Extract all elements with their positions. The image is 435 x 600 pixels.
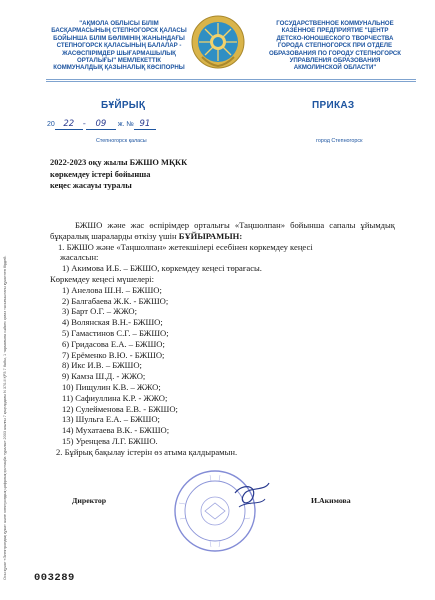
list-item: 12) Сулейменова Е.В. - БЖШО; [62, 403, 178, 414]
date-month: 09 [95, 119, 107, 129]
header-right-line: ГОСУДАРСТВЕННОЕ КОММУНАЛЬНОЕ [276, 20, 394, 27]
list-item: 2) Балгабаева Ж.К. - БЖШО; [62, 295, 169, 306]
date-separator: - [82, 119, 86, 129]
header-right-line: ГОРОДА СТЕПНОГОРСК ПРИ ОТДЕЛЕ [277, 42, 393, 50]
item-1: 1. БЖШО және «Таңшолпан» жетекшілері есебінен көркемдеу кеңесі [58, 241, 313, 252]
header-divider [46, 79, 416, 80]
date-day: 22 [63, 119, 75, 129]
header-left-line: СТЕПНОГОРСК ҚАЛАСЫНЫҢ БАЛАЛАР - [56, 42, 182, 50]
city-ru: город Степногорск [316, 138, 363, 144]
header-left-line: БОЙЫНША БІЛІМ БӨЛІМІНІҢ ЖАНЫНДАҒЫ [53, 34, 185, 42]
number-prefix: № [126, 121, 134, 128]
list-item: 3) Барт О.Г. – ЖЖО; [62, 306, 138, 317]
list-item: 6) Гридасова Е.А. – БЖШО; [62, 338, 165, 349]
list-item: 14) Мухатаева В.К. - БЖШО; [62, 425, 170, 436]
document-title [50, 157, 187, 192]
signature-title: Директор [72, 496, 107, 505]
list-item: 7) Ерёменко В.Ю. - БЖШО; [62, 349, 165, 360]
order-title-ru: ПРИКАЗ [312, 100, 355, 111]
list-item: 15) Уренцева Л.Г. БЖШО. [62, 435, 158, 446]
city-kz: Степногорск қаласы [96, 138, 147, 144]
header-right-line: ДЕТСКО-ЮНОШЕСКОГО ТВОРЧЕСТВА [276, 34, 394, 42]
intro-text: БЖШО және жас өспірімдер орталығы «Таңшолпан» бойынша сапалы ұйымдық бұқаралық шараларды өткізу үшін [50, 220, 395, 241]
header-left-line: ОРТАЛЫҒЫ" МЕМЛЕКЕТТІК [77, 57, 161, 65]
list-item: 1) Анелова Ш.Н. – БЖШО; [62, 284, 162, 295]
serial-number: 003289 [34, 572, 75, 584]
header-left-line: КОММУНАЛДЫҚ ҚАЗЫНАЛЫҚ КӘСІПОРНЫ [53, 64, 185, 72]
date-prefix: 20 [47, 121, 55, 128]
document-body [50, 220, 395, 458]
order-date-number [47, 119, 156, 130]
header-right-line: УПРАВЛЕНИЯ ОБРАЗОВАНИЯ [289, 57, 381, 65]
signature-name: И.Акимова [311, 496, 351, 505]
header-left-line: "АҚМОЛА ОБЛЫСЫ БІЛІМ [79, 20, 159, 27]
title-line: 2022-2023 оқу жылы БЖШО МҚКК [50, 158, 188, 167]
list-item: 8) Икс И.В. – БЖШО; [62, 360, 142, 371]
list-item: 4) Волянская В.Н.- БЖШО; [62, 317, 163, 328]
header-left-line: БАСҚАРМАСЫНЫҢ СТЕПНОГОРСК ҚАЛАСЫ [51, 27, 187, 35]
header-left-org-name [48, 20, 190, 72]
list-item: 13) Шульга Е.А. – БЖШО; [62, 414, 160, 425]
side-legal-text: Осы құжат «Электрондық құжат және электрондық цифрлық қолтаңба туралы» 2003 жылғы 7 қаңтардағы N 370-II ҚРЗ 7 бабы, 1 тармағына сәйкес қағаз тасығыштағы құжатпен бірдей. [3, 255, 7, 580]
members-list [50, 285, 395, 447]
order-title-kz: БҰЙРЫҚ [101, 100, 146, 111]
header-right-line: АКМОЛИНСКОЙ ОБЛАСТИ" [293, 64, 377, 72]
order-word: БҰЙЫРАМЫН [178, 230, 240, 241]
header-left-line: ЖАСӨСПІРІМДЕР ШЫҒАРМАШЫЛЫҚ [62, 49, 176, 57]
official-stamp-icon [165, 463, 275, 559]
date-year-suffix: ж. [117, 121, 125, 128]
header-right-org-name [264, 20, 406, 72]
list-item: 5) Гамастинов С.Г. – БЖШО; [62, 327, 169, 338]
header-right-line: ОБРАЗОВАНИЯ ПО ГОРОДУ СТЕПНОГОРСК [268, 49, 402, 57]
list-item: 10) Пищулин К.В. – ЖЖО; [62, 381, 161, 392]
item-2: 2. Бұйрық бақылау істерін өз атыма қалдырамын. [56, 446, 238, 457]
order-number: 91 [139, 119, 151, 129]
intro-paragraph: БЖШО және жас өспірімдер орталығы «Таңшолпан» бойынша сапалы ұйымдық бұқаралық шараларды өткізу үшін БҰЙЫРАМЫН: [50, 220, 395, 241]
header-divider [46, 81, 416, 82]
title-line: көркемдеу істері бойынша [50, 169, 151, 179]
title-line: кеңес жасауы туралы [50, 181, 132, 190]
members-label: Көркемдеу кеңесі мүшелері: [50, 273, 155, 284]
item-1-cont: жасалсын: [60, 252, 99, 263]
header-right-line: КАЗЕННОЕ ПРЕДПРИЯТИЕ "ЦЕНТР [281, 27, 389, 35]
list-item: 9) Камза Ш.Д. - ЖЖО; [62, 371, 146, 382]
kazakhstan-emblem-icon [190, 13, 246, 71]
list-item: 11) Сафиуллина К.Р. - ЖЖО; [62, 392, 168, 403]
chair-line: 1) Акимова И.Б. – БЖШО, көркемдеу кеңесі төрағасы. [62, 263, 262, 274]
